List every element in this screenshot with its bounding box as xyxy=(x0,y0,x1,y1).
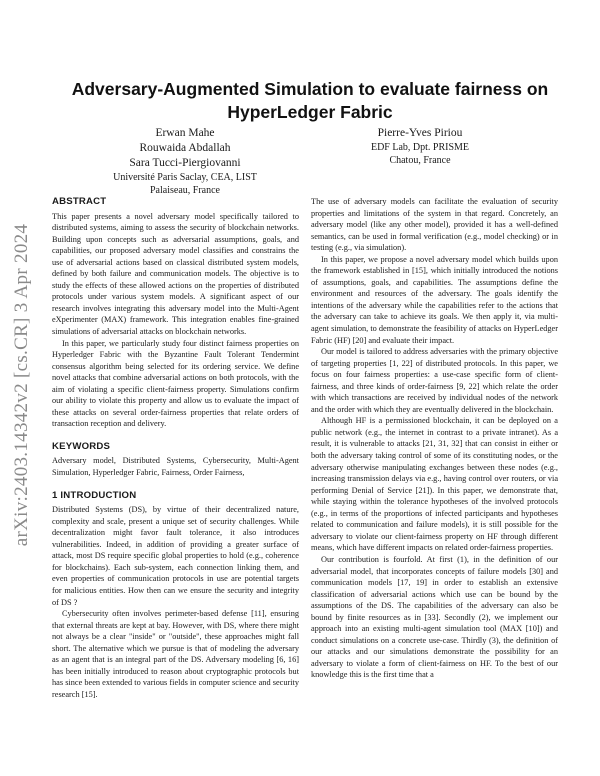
right-column xyxy=(311,196,558,681)
author-location: Palaiseau, France xyxy=(150,185,220,196)
body-paragraph: In this paper, we propose a novel adversary model which builds upon the framework established in [15], which initially introduced the notions of assumptions, goals, and capabilities. The assumptions define the environment and resources of the adversary. The goals identify the intentions of the adversary while the capabilities refer to the actions that the adversary can take to achieve its goals. We then apply it, via multi-agent simulation, to demonstrate the feasibility of attacks on HyperLedger Fabric (HF) [20] and evaluate their impact. xyxy=(311,254,558,345)
author-affiliation: EDF Lab, Dpt. PRISME xyxy=(370,142,470,153)
abstract-paragraph: In this paper, we particularly study four distinct fairness properties on Hyperledger Fabric with the Byzantine Fault Tolerant Tendermint consensus algorithm being selected for its ordering service. We define novel attacks that combine adversarial actions on both protocols, with the aim of violating a specific client-fairness property. Simulations confirm our ability to violate this property and allow us to evaluate the impact of these attacks on several order-fairness properties that relate orders of transaction reception and delivery. xyxy=(52,338,299,429)
author-block-left xyxy=(100,126,270,197)
abstract-heading: ABSTRACT xyxy=(52,196,107,207)
paper-title: Adversary-Augmented Simulation to evaluate fairness on HyperLedger Fabric xyxy=(71,79,549,122)
arxiv-sidebar-stamp xyxy=(2,190,42,580)
author-name: Erwan Mahe xyxy=(155,127,215,139)
keywords-text: Adversary model, Distributed Systems, Cybersecurity, Multi-Agent Simulation, Hyperledger Fabric, Fairness, Order Fairness, xyxy=(52,456,299,478)
author-name: Pierre-Yves Piriou xyxy=(377,127,463,139)
body-paragraph: Although HF is a permissioned blockchain, it can be deployed on a public network (e.g., the internet in contrast to a private intranet). As a result, it is vulnerable to attacks [21, 31, 32] that can consist in either or both the adversary taking control of some of its constituting nodes, or the adversary otherwise manipulating exchanges between these nodes (e.g., increasing transmission delays via e.g., having control over routers, or via performing Denial of Service [21]). In this paper, we demonstrate that, while staying within the tolerance hypotheses of the involved protocols (e.g., in terms of the proportions of infected participants and hypotheses related to communication and failure models), it is still possible for the adversary to violate our client-fairness property on HF through different means, which have different impacts on related order-fairness properties. xyxy=(311,416,558,553)
introduction-paragraph: Distributed Systems (DS), by virtue of their decentralized nature, complexity and scale, present a unique set of security challenges. While decentralization might favor fault tolerance, it also introduces vulnerabilities. Indeed, in addition of providing a greater surface of attack, most DS require specific global properties to hold (e.g., coherence for blockchains). Each sub-system, each connection linking them, and even properties of communication protocols in use are potential targets for malicious entities. How then can we ensure the security and integrity of DS ? xyxy=(52,505,299,607)
introduction-heading: 1 INTRODUCTION xyxy=(52,489,137,501)
body-paragraph: The use of adversary models can facilitate the evaluation of security properties and limitations of the system in that regard. Concretely, an adversary model (like any other model), provided it has a well-defined semantics, can be used in formal verification (e.g., model checking) or in testing (e.g., via simulation). xyxy=(311,197,558,253)
body-paragraph: Our contribution is fourfold. At first (1), in the definition of our adversarial model, that incorporates concepts of failure models [30] and communication models [17, 19] in order to establish an extensive classification of adversarial actions which use can be bound by the assumptions of the DS. The capabilities of the adversary can also be bound by finite resources as in [33]. Secondly (2), we implement our approach into an existing multi-agent simulation tool (MAX [10]) and conduct simulations on a concrete use-case. Thirdly (3), the definition of our attacks and our simulations demonstrate the possibility for an adversary to violate a form of client-fairness on HF. To the best of our knowledge this is the first time that a xyxy=(311,554,558,680)
keywords-heading: KEYWORDS xyxy=(52,440,111,452)
body-paragraph: Our model is tailored to address adversaries with the primary objective of targeting properties [1, 22] of distributed protocols. In this paper, we focus on four fairness properties: a use-case specific form of client-fairness, and three kinds of order-fairness [9, 22] which relate the order with which transactions are received by individual nodes of the network and the order with which they are eventually delivered in the blockchain. xyxy=(311,347,558,414)
author-name: Sara Tucci-Piergiovanni xyxy=(129,157,241,169)
arxiv-identifier: arXiv:2403.14342v2 [cs.CR] 3 Apr 2024 xyxy=(11,223,32,547)
left-column xyxy=(52,196,299,700)
author-block-right xyxy=(330,126,510,167)
abstract-paragraph: This paper presents a novel adversary model specifically tailored to distributed systems, aiming to assess the security of blockchain networks. Building upon concepts such as adversarial assumptions, goals, and capabilities, our proposed adversary model classifies and constrains the use of adversarial actions based on classical distributed system models, defined by both failure and communication models. The objective is to study the effects of these allowed actions on the properties of distributed protocols under various system models. A significant aspect of our research involves integrating this adversary model into the Multi-Agent eXperimenter (MAX) framework. This integration enables fine-grained simulations of adversarial attacks on blockchain networks. xyxy=(52,211,299,337)
introduction-paragraph: Cybersecurity often involves perimeter-based defense [11], ensuring that external threats are kept at bay. However, with DS, where there might not always be a clear "inside" or "outside", these approaches might fall short. The alternative which we pursue is that of modeling the adversary as an agent that is an integral part of the DS. Adversary modeling [6, 16] has been initially introduced to reason about cryptographic protocols but has since been extended to various fields in computer science and security research [15]. xyxy=(52,609,299,699)
author-location: Chatou, France xyxy=(389,155,451,166)
author-name: Rouwaida Abdallah xyxy=(139,142,231,154)
author-affiliation: Université Paris Saclay, CEA, LIST xyxy=(113,172,257,183)
